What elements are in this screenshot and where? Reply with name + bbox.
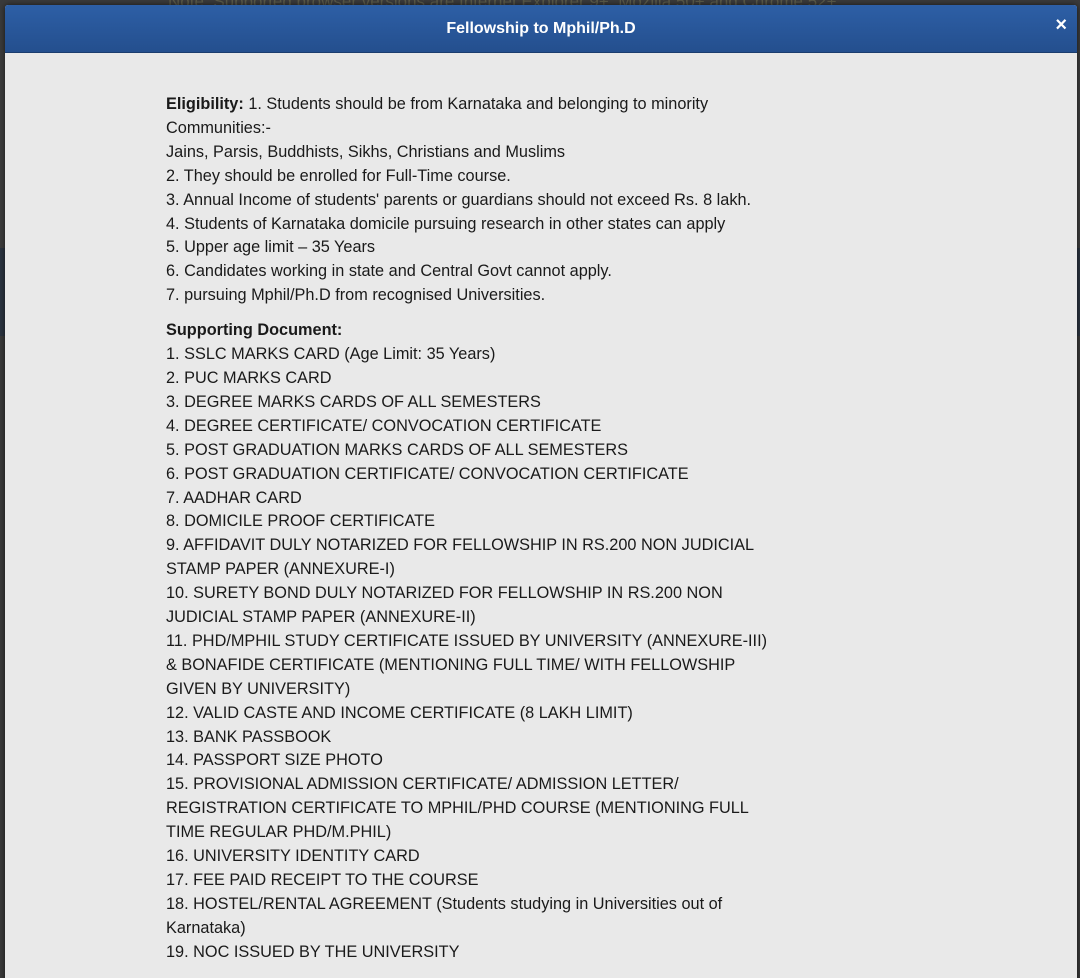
document-item: 11. PHD/MPHIL STUDY CERTIFICATE ISSUED BY UNIVERSITY (ANNEXURE-III) & BONAFIDE CERTIFICATE (MENTIONING FULL TIME/ WITH FELLOWSHIP GIVEN BY UNIVERSITY) — [166, 631, 768, 698]
eligibility-item: 7. pursuing Mphil/Ph.D from recognised Universities. — [166, 286, 546, 305]
fellowship-modal — [5, 5, 1077, 978]
document-item: 7. AADHAR CARD — [166, 488, 302, 507]
close-button[interactable]: × — [1055, 14, 1067, 36]
eligibility-item: 3. Annual Income of students' parents or guardians should not exceed Rs. 8 lakh. — [166, 190, 752, 209]
document-item: 16. UNIVERSITY IDENTITY CARD — [166, 847, 420, 866]
eligibility-label: Eligibility: — [166, 95, 244, 113]
document-item: 17. FEE PAID RECEIPT TO THE COURSE — [166, 871, 479, 889]
eligibility-item: Jains, Parsis, Buddhists, Sikhs, Christians and Muslims — [166, 142, 566, 161]
document-item: 3. DEGREE MARKS CARDS OF ALL SEMESTERS — [166, 392, 541, 411]
document-item: 14. PASSPORT SIZE PHOTO — [166, 751, 383, 770]
document-item: 15. PROVISIONAL ADMISSION CERTIFICATE/ ADMISSION LETTER/ REGISTRATION CERTIFICATE TO MPHIL/PHD COURSE (MENTIONING FULL TIME REGULAR PHD/M.PHIL) — [166, 775, 749, 842]
eligibility-item: 2. They should be enrolled for Full-Time course. — [166, 166, 511, 185]
supporting-document-label: Supporting Document: — [166, 321, 343, 340]
document-item: 1. SSLC MARKS CARD (Age Limit: 35 Years) — [166, 345, 496, 364]
document-item: 12. VALID CASTE AND INCOME CERTIFICATE (8 LAKH LIMIT) — [166, 703, 633, 722]
document-item: 5. POST GRADUATION MARKS CARDS OF ALL SEMESTERS — [166, 440, 629, 459]
document-item: 13. BANK PASSBOOK — [166, 727, 332, 746]
modal-body — [166, 93, 781, 965]
supporting-document-list — [166, 343, 781, 965]
eligibility-item: 6. Candidates working in state and Central Govt cannot apply. — [166, 262, 612, 281]
eligibility-paragraph — [166, 93, 781, 141]
document-item: 18. HOSTEL/RENTAL AGREEMENT (Students studying in Universities out of Karnataka) — [166, 894, 723, 937]
document-item: 2. PUC MARKS CARD — [166, 368, 332, 387]
modal-header — [5, 5, 1077, 53]
eligibility-item: 1. Students should be from Karnataka and belonging to minority Communities:- — [166, 95, 709, 137]
eligibility-item: 4. Students of Karnataka domicile pursuing research in other states can apply — [166, 214, 726, 233]
document-item: 9. AFFIDAVIT DULY NOTARIZED FOR FELLOWSHIP IN RS.200 NON JUDICIAL STAMP PAPER (ANNEXURE-I) — [166, 536, 754, 579]
document-item: 10. SURETY BOND DULY NOTARIZED FOR FELLOWSHIP IN RS.200 NON JUDICIAL STAMP PAPER (ANNEXURE-II) — [166, 584, 723, 627]
document-item: 19. NOC ISSUED BY THE UNIVERSITY — [166, 942, 460, 961]
modal-title: Fellowship to Mphil/Ph.D — [446, 20, 636, 37]
document-item: 4. DEGREE CERTIFICATE/ CONVOCATION CERTIFICATE — [166, 416, 602, 435]
eligibility-item: 5. Upper age limit – 35 Years — [166, 238, 376, 257]
document-item: 6. POST GRADUATION CERTIFICATE/ CONVOCATION CERTIFICATE — [166, 464, 689, 483]
document-item: 8. DOMICILE PROOF CERTIFICATE — [166, 512, 435, 531]
